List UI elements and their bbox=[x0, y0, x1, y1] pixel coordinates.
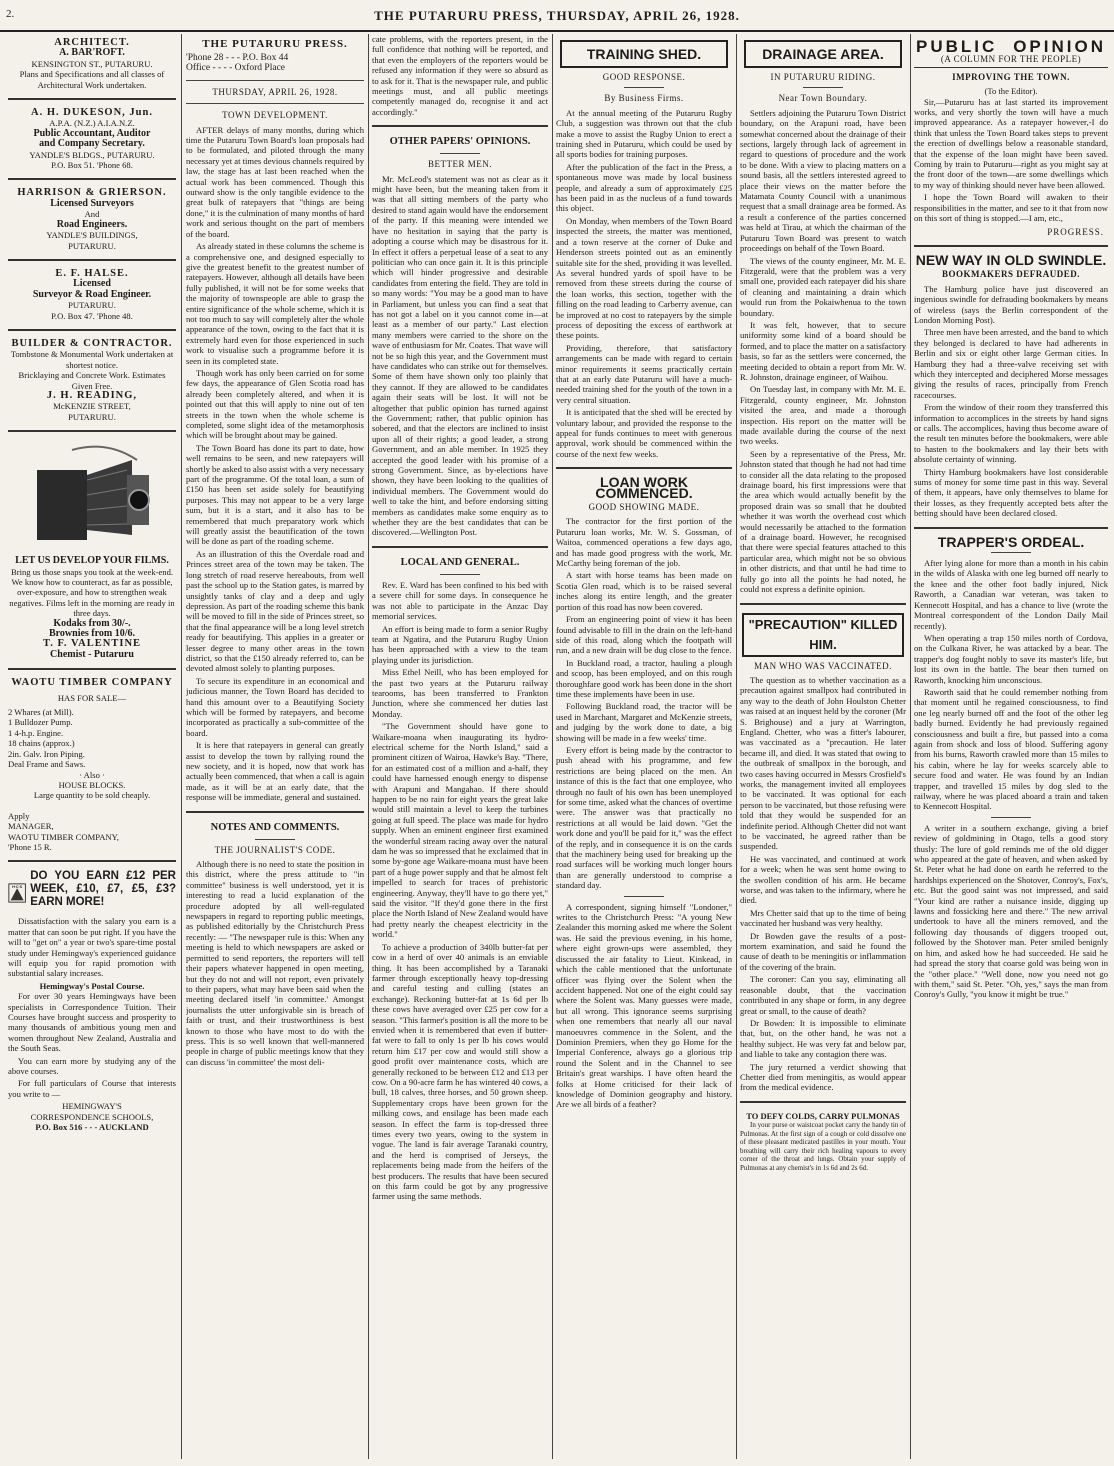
ad-line: Licensed Surveyors bbox=[50, 197, 134, 209]
article-paragraph: On Tuesday last, in company with Mr. M. E. Fitzgerald, county engineer, Mr. Johnston visited the area, and made a thorough inspection. His report on the matter will be made available during the course of the next two weeks. bbox=[740, 384, 906, 447]
ad-line: CORRESPONDENCE SCHOOLS, bbox=[30, 1111, 154, 1122]
divider bbox=[914, 527, 1108, 529]
ad-harrison bbox=[8, 188, 176, 250]
article-heading: IMPROVING THE TOWN. bbox=[952, 71, 1070, 82]
ad-builder bbox=[8, 339, 176, 422]
article-paragraph: The Town Board has done its part to date, how well remains to be seen, and new ratepayers will shortly be asked to also assist with a very necessary part of the programme. Of the total loan, a sum of £150 has been set aside solely for beautifying purposes. This may not appear to be a very large sum, but it is a start, and it also has to be remembered that much preparatory work which will greatly assist the beautification of the town will be done as part of the roading scheme. bbox=[186, 442, 364, 547]
column-rule bbox=[736, 34, 737, 1459]
ad-architect bbox=[8, 38, 176, 90]
press-date: THURSDAY, APRIL 26, 1928. bbox=[212, 86, 338, 97]
article-subheading: MAN WHO WAS VACCINATED. bbox=[754, 660, 892, 671]
article-heading: TOWN DEVELOPMENT. bbox=[222, 110, 328, 121]
article-subheading: BETTER MEN. bbox=[428, 159, 492, 170]
ad-line: P.O. Box 516 - - - AUCKLAND bbox=[35, 1122, 149, 1133]
article-paragraph: cate problems, with the reporters present, in the full confidence that nothing will be reported, and that even the employers of the reporters would be refused any information if they were so absurd as to ask for it. That is the newspaper rule, and public meetings must, and all public meetings competently managed do, recognise it and act accordingly." bbox=[372, 34, 548, 117]
ad-name: J. H. READING, bbox=[46, 389, 138, 401]
press-phone: 'Phone 28 - - - P.O. Box 44 bbox=[186, 53, 289, 63]
divider bbox=[914, 67, 1108, 68]
article-subheading: THE JOURNALIST'S CODE. bbox=[214, 844, 336, 855]
article-paragraph: "The Government should have gone to Waikare-moana when inaugurating its hydro-electrical scheme for the North Island," said a prominent citizen of Wairoa, Hawke's Bay. "There, for an estimated cost of a million and a-half, they could have harnessed enough energy to dispense with Arapuni and Mangahao. If there should happen to be no rain for eight years the great lake would still maintain a level to keep the turbines going at full speed. The place was made for hydro supply. When an eminent engineer first examined the wonderful stream racing away over the natural dam he was so impressed that he exclaimed that in some by-gone age Waikare-moana must have been part of a huge power supply and that he almost felt impelled to search for traces of prehistoric engineering. Anyway, they'll have to go there yet," said the visitor. "If they'd gone there in the first place the North Island of New Zealand would have had pretty nearly the cheapest electricity in the world." bbox=[372, 721, 548, 940]
ad-name: HARRISON & GRIERSON. bbox=[17, 187, 167, 199]
article-paragraph: Although there is no need to state the position in this district, where the press attitude to "in committee" business is well understood, yet it is interesting to read a lucid explanation of the procedure adopted by all well-regulated newspapers in regard to reporting public meetings, as published editorially by the Christchurch Press recently: — "The newspaper rule is this: When any meeting is held to which newspapers are asked or permitted to send reporters, the reporters will tell their papers whatever happened in open meeting, but they do not and will not report, even privately to their papers, what may have been said when the meeting declared itself 'in committee.' Amongst journalists the utter unforgivable sin is breach of faith or trust, and their trustworthiness is best known to those who have most to do with the press. This is so well known that well-mannered people in charge of public meetings know that they can discuss 'in committee' the most deli- bbox=[186, 859, 364, 1067]
article-subheading: Near Town Boundary. bbox=[778, 93, 868, 104]
ad-subheading: Hemingway's Postal Course. bbox=[39, 980, 145, 991]
page-number: 2. bbox=[6, 8, 15, 20]
ad-line: PUTARURU. bbox=[68, 300, 116, 311]
article-heading: TRAINING SHED. bbox=[560, 40, 728, 68]
article-heading: OTHER PAPERS' OPINIONS. bbox=[389, 136, 531, 148]
ad-line: HAS FOR SALE— bbox=[57, 692, 127, 703]
ad-name: A. BAR'ROFT. bbox=[59, 47, 125, 59]
ad-dukeson bbox=[8, 108, 176, 170]
hcs-logo-text: H·C·S bbox=[12, 885, 22, 890]
ad-line: Large quantity to be sold cheaply. bbox=[33, 790, 151, 801]
ad-line: YANDLE'S BUILDINGS, bbox=[46, 230, 138, 241]
press-office: Office - - - - Oxford Place bbox=[186, 63, 286, 74]
article-paragraph: A start with horse teams has been made on Scotia Glen road, which is to be raised several inches along its entire length, and the greater portion of this road has now been covered. bbox=[556, 570, 732, 612]
column-editorial bbox=[186, 34, 364, 1459]
ad-line: Surveyor & Road Engineer. bbox=[32, 288, 152, 300]
article-paragraph: Seen by a representative of the Press, Mr. Johnston stated that though he had not had time to consider all the data relating to the proposed drainage board, his first impressions were that the area which would actually benefit by the proposed drain was so small that he doubted whether it was worth the overhead cost which would necessarily be attached to the formation of a drainage board. However, he recognised that there were special features attached to this particular area, which might not be so obvious in other districts, and that until he had time to fully go into all the points he had noted, he could not express a definite opinion. bbox=[740, 448, 906, 595]
article-paragraph: As an illustration of this the Overdale road and Princes street area of the town may be taken. The long stretch of road reserve hereabouts, from well past the school up to the Station gates, is marred by unsightly tanks of clay and a deep and ugly depression. As part of the roading scheme this bank will be moved to fill in the side of Princes street, so that the final appearance will be a long level stretch ready for beautifying. This applies in a greater or lesser degree to many other areas in the town district, so that the £150 already referred to, can be devoted almost solely to planting purposes. bbox=[186, 548, 364, 674]
article-paragraph: From the window of their room they transferred this information to accomplices in the streets by hand signs or calls. The accomplices, having thus become aware of the result ten minutes before the bookmakers, were able to hasten to the bookmakers and lay their bets with absolute certainty of winning. bbox=[914, 402, 1108, 465]
ad-body: You can earn more by studying any of the above courses. bbox=[8, 1055, 176, 1077]
short-rule bbox=[624, 896, 664, 897]
article-paragraph: The jury returned a verdict showing that Chetter died from meningitis, as would appear from the medical evidence. bbox=[740, 1061, 906, 1093]
ad-line: YANDLE'S BLDGS., PUTARURU. bbox=[29, 149, 155, 160]
divider bbox=[186, 80, 364, 81]
article-subheading: GOOD SHOWING MADE. bbox=[588, 502, 700, 513]
ad-halse bbox=[8, 269, 176, 321]
article-paragraph: Every effort is being made by the contractor to push ahead with his programme, and few restrictions are being placed on the men. An instance of this is the fact that one employee, who through no fault of his own has been unemployed for some time, asked what the chances of overtime were. The answer was that practically no restrictions at all would be laid down. "Get the work done and you'll be paid for it," was the effect of the reply, and in consequence it is on the cards that the machinery being used for breaking up the road surfaces will be working much longer hours than are generally understood to comprise a standard day. bbox=[556, 744, 732, 891]
article-paragraph: Three men have been arrested, and the band to which they belonged is declared to have had adherents in Berlin and six or eight other large German cities. In Hamburg they had a three-valve receiving set with which they intercepted and deciphered Morse messages giving the results of races, principally from French racecourses. bbox=[914, 327, 1108, 400]
ad-line: McKENZIE STREET, bbox=[53, 401, 131, 412]
divider bbox=[8, 860, 176, 862]
public-opinion-title bbox=[916, 37, 1106, 56]
divider bbox=[556, 467, 732, 469]
article-paragraph: An effort is being made to form a senior Rugby team at Ngatira, and the Putaruru Rugby Union has been approached with a view to the team playing under its jurisdiction. bbox=[372, 623, 548, 665]
title-word: PUBLIC bbox=[916, 37, 998, 56]
column-rule bbox=[181, 34, 182, 1459]
column-advertisements bbox=[8, 34, 176, 1459]
column-news-3 bbox=[372, 34, 548, 1459]
article-paragraph: Dr Bowden gave the results of a post-mortem examination, and said he found the cause of death to be meningitis or inflammation of the covering of the brain. bbox=[740, 930, 906, 972]
ad-line: Brownies from 10/6. bbox=[48, 628, 135, 640]
ad-body: For over 30 years Hemingways have been specialists in Correspondence Tuition. Their Courses have brought success and prosperity to many thousands of ambitious young men and women throughout New Zealand, Australia and the South Seas. bbox=[8, 991, 176, 1054]
article-paragraph: Sir,—Putaruru has at last started its improvement works, and very shortly the town will have a much improved appearance. As a ratepayer however,-I do think that unless the Town Board takes steps to prevent the erection of dwellings below a reasonable standard, that the expense of the loan might have been saved. Coming by train to Putaruru—right as you might say at the front door of the town—are some dwellings which to my way of thinking should never have been allowed. bbox=[914, 96, 1108, 190]
article-paragraph: Settlers adjoining the Putaruru Town District boundary, on the Arapuni road, have been somewhat concerned about the drainage of their sections, largely through lack of agreement in regard to questions of procedure and the work to be done. With a view to placing matters on a sound basis, all the settlers interested agreed to place their views on the matter before the Matamata County Council with a unanimous request that a small drainage area be formed. As a result a conference of the parties concerned was held at Tirau, at which the chairman of the Putaruru Town Board was present to watch proceedings on behalf of the Town Board. bbox=[740, 107, 906, 254]
ad-item: 2in. Galv. Iron Piping. bbox=[8, 748, 85, 759]
ad-desc: Plans and Specifications and all classes of Architectural Work undertaken. bbox=[19, 69, 165, 90]
ad-heading: ARCHITECT. bbox=[54, 37, 130, 48]
article-paragraph: Rev. E. Ward has been confined to his bed with a severe chill for some days. In consequence he was not able to participate in the Anzac Day memorial services. bbox=[372, 579, 548, 622]
ad-item: 1 4-h.p. Engine. bbox=[8, 727, 64, 738]
article-subheading: By Business Firms. bbox=[604, 93, 684, 104]
article-paragraph: Providing, therefore, that satisfactory arrangements can be made with regard to certain minor requirements it seems practically certain that at an early date Putaruru will have a much-needed training shed for the youth of the town in a very central situation. bbox=[556, 342, 732, 405]
ad-body: For full particulars of Course that interests you write to — bbox=[8, 1078, 176, 1099]
article-heading: TRAPPER'S ORDEAL. bbox=[937, 533, 1085, 550]
article-subheading: BOOKMAKERS DEFRAUDED. bbox=[941, 269, 1080, 280]
ad-address: KENSINGTON ST., PUTARURU. bbox=[31, 58, 153, 69]
ad-line: P.O. Box 47. 'Phone 48. bbox=[51, 310, 133, 321]
divider bbox=[186, 103, 364, 104]
article-paragraph: It is anticipated that the shed will be erected by voluntary labour, and provided the response to the appeal for funds continues to meet with generous approval, work should be commenced within the course of the next few weeks. bbox=[556, 407, 732, 459]
camera-illustration bbox=[17, 440, 167, 550]
article-paragraph: Though work has only been carried on for some few days, the appearance of Glen Scotia road has already been completely altered, and when it is pointed out that this will apply to nine out of ten streets in the town when the whole scheme is completed, some slight idea of the metamorphosis which will be brought about may be gained. bbox=[186, 367, 364, 441]
article-paragraph: The contractor for the first portion of the Putaruru loan works, Mr. W. S. Gossman, of Waitoa, commenced operations a few days ago, and has made good progress with the work, Mr. McCarthy being foreman of the job. bbox=[556, 516, 732, 569]
ad-item: 1 Bulldozer Pump. bbox=[8, 717, 73, 728]
article-paragraph: The question as to whether vaccination as a precaution against smallpox had contributed in any way to the death of John Houlston Chetter was raised at an inquest held by the coroner (Mr S. Brighouse) and a jury at Warrington, England. Chetter, who was a fitter's labourer, was vaccinated as a "precaution. He later became ill, and died. It was stated that owing to the outbreak of smallpox in the borough, and two cases having occurred in Messrs Crosfield's works, the management invited all employees to be vaccinated. It was optional for each person to be vaccinated, but those refusing were told that they would be suspended for an indefinite period. Although Chetter did not want to be vaccinated, he agreed rather than be suspended. bbox=[740, 674, 906, 852]
ad-line: WAOTU TIMBER COMPANY, bbox=[8, 831, 119, 842]
article-paragraph: The coroner: Can you say, eliminating all reasonable doubt, that the vaccination contributed in any shape or form, in any degree great or small, to the cause of death? bbox=[740, 974, 906, 1016]
ad-body: Dissatisfaction with the salary you earn is a matter that can soon be put right. If you have the will to "get on" a year or two's spare-time postal study under Hemingway's experienced guidance will equip you for rapid promotion with substantial salary increases. bbox=[8, 916, 176, 979]
ad-item: 2 Whares (at Mill). bbox=[8, 707, 74, 718]
ad-films bbox=[8, 556, 176, 660]
short-rule bbox=[991, 552, 1031, 553]
press-nameplate: THE PUTARURU PRESS. bbox=[202, 38, 348, 50]
article-paragraph: Mrs Chetter said that up to the time of being vaccinated her husband was very healthy. bbox=[740, 907, 906, 929]
divider bbox=[914, 245, 1108, 247]
ad-timber bbox=[8, 678, 176, 852]
article-paragraph: Raworth said that he could remember nothing from that moment until he regained consciousness, to find one leg nearly burned off and the foot of the other leg badly burned. Evidently he had previously regained consciousness and built a fire, but passed into a coma again from shock and loss of blood. Suffering agony from his burns, Raworth crawled more than 15 miles to his cabin, where he lay for weeks scarcely able to secure food and water. He was found by an Indian trapper, and travelled 15 miles by dog sled to the railway, where he was placed aboard a train and taken to Kennecott Hospital. bbox=[914, 686, 1108, 812]
ad-quals: A.P.A. (N.Z.) A.I.A.N.Z. bbox=[49, 118, 135, 129]
ad-heading: WAOTU TIMBER COMPANY bbox=[11, 677, 173, 689]
article-paragraph: After the publication of the fact in the Press, a spontaneous move was made by local business people, and already a sum of approximately £25 has been paid in as the nucleus of a fund towards this object. bbox=[556, 161, 732, 214]
ad-hemingway bbox=[8, 870, 176, 1132]
ad-line: Tombstone & Monumental Work undertaken at shortest notice. bbox=[10, 349, 174, 370]
article-paragraph: From an engineering point of view it has been found advisable to fill in the drain on the left-hand side of this road, along which the footpath will run, and a new drain will be dug close to the fence. bbox=[556, 614, 732, 656]
letter-signature: PROGRESS. bbox=[1047, 226, 1104, 237]
ad-item: Deal Frame and Saws. bbox=[8, 759, 86, 770]
title-word: OPINION bbox=[1013, 37, 1106, 56]
article-paragraph: To secure its expenditure in an economical and judicious manner, the Town Board has decided to hand this amount over to a Beautifying Society which will be formed by ratepayers, and become incorporated as practically a sub-committee of the board. bbox=[186, 675, 364, 738]
ad-line: and Company Secretary. bbox=[39, 138, 145, 150]
article-heading: "PRECAUTION" KILLED HIM. bbox=[742, 613, 904, 657]
column-subtitle: (A COLUMN FOR THE PEOPLE) bbox=[940, 54, 1082, 65]
ad-heading: LET US DEVELOP YOUR FILMS. bbox=[15, 555, 169, 567]
divider bbox=[8, 668, 176, 670]
short-rule bbox=[803, 87, 843, 88]
article-heading: LOAN WORK COMMENCED. bbox=[595, 474, 693, 501]
divider bbox=[8, 259, 176, 261]
masthead-title: THE PUTARURU PRESS, THURSDAY, APRIL 26, 1928. bbox=[374, 8, 740, 23]
article-subheading: IN PUTARURU RIDING. bbox=[770, 72, 876, 82]
article-paragraph: As already stated in these columns the scheme is a comprehensive one, and designed especially to give the greatest benefit to the greatest number of ratepayers. However, although all details have been fully published, it will not be for some weeks that the majority of townspeople are able to grasp the entire significance of the whole scheme, which it is not too much to say will completely alter the whole appearance of the town, owing to the fact that it is extremely hard even for those experienced in such work to visualise such a programme before it is seen in its completed state. bbox=[186, 241, 364, 366]
article-paragraph: When operating a trap 150 miles north of Cordova, on the Culkana River, he was attacked by a bear. The trapper's dog fought nobly to save its master's life, but lost its own in the battle. The bear then turned on Raworth, knocking him unconscious. bbox=[914, 632, 1108, 685]
ad-heading: BUILDER & CONTRACTOR. bbox=[11, 337, 173, 349]
article-paragraph: To achieve a production of 340lb butter-fat per cow in a herd of over 40 animals is an enviable thing. It has been accomplished by a Taranaki farmer through exceptionally heavy top-dressing and careful testing and culling (states an exchange). Reckoning butter-fat at 1s 6d per lb these cows have averaged over £25 per cow for a season. "This farmer's position is all the more to be envied when it is remembered that even if butter-fat were to fall to only 1s per lb his cows would return him £17 per cow and would still show a good profit over maintenance costs, which are generally reckoned to be between £12 and £13 per cow. On a 90-acre farm he has wintered 40 cows, a bull, 18 calves, three horses, and 50 grown sheep. Supplementary crops have been grown for the milking cows, and ensilage has been made each season. In effect the farm is top-dressed three times every two years, owing to the system in vogue. The land is fair average Taranaki country, and the herd is comprised of Jerseys, the replacements being made from the heifers of the best producers. The results that have been secured on this farm could be got by any progressive farmer using the same methods. bbox=[372, 941, 548, 1202]
article-paragraph: A correspondent, signing himself "Londoner," writes to the Christchurch Press: "A young New Zealander this morning asked me where the Solent was. He said the previous evening, in his home, where eight grown-ups were assembled, they discussed the air fatality to Lieut. Kinkead, in which the cable mentioned that the unfortunate officer was flying over the Solent when the accident happened. Not one of the eight could say where the Solent was. Many guesses were made, but all wrong. This ignorance seems surprising when one remembers that nearly all our naval manoeuvres commence in the Solent, and the Dominion Premiers, when they go Home for the Imperial Conference, always go a glorious trip round the Solent and in the Channel to see Britain's great warships. I have often heard the folks at Home criticised for their lack of knowledge of Dominion geography and history. Are we all birds of a feather? bbox=[556, 901, 732, 1110]
article-subheading: GOOD RESPONSE. bbox=[602, 72, 686, 82]
ad-line: MANAGER, bbox=[8, 821, 54, 832]
article-paragraph: In Buckland road, a tractor, hauling a plough and scoop, has been employed, and on this rough thoroughfare good work has been done in the short time these implements have been in use. bbox=[556, 657, 732, 699]
article-paragraph: Following Buckland road, the tractor will be used in Marchant, Margaret and McKenzie streets, and judging by the work done to date, a big showing will be made in a few weeks' time. bbox=[556, 701, 732, 743]
divider bbox=[372, 546, 548, 548]
column-news-4 bbox=[556, 34, 732, 1459]
article-paragraph: He was vaccinated, and continued at work for a week; when he was sent home owing to the swollen condition of his arm. He became worse, and was taken to the infirmary, where he died. bbox=[740, 853, 906, 906]
article-paragraph: The views of the county engineer, Mr. M. E. Fitzgerald, were that the problem was a very small one, provided each ratepayer did his share of cleaning and maintaining a drain which would run from the Pokaiwhenua to the town boundary. bbox=[740, 255, 906, 318]
article-paragraph: At the annual meeting of the Putaruru Rugby Club, a suggestion was thrown out that the club make a move to assist the Rugby Union to erect a training shed in Putaruru, which could be used by all sports bodies for training purposes. bbox=[556, 107, 732, 160]
divider bbox=[186, 811, 364, 813]
ad-line: 'Phone 15 R. bbox=[8, 841, 52, 852]
article-paragraph: Thirty Hamburg bookmakers have lost considerable sums of money for some time past in this way. Several of them, it appears, have only themselves to blame for their losses, as they frequently accepted bets after the betting should have been declared closed. bbox=[914, 466, 1108, 519]
ad-line: Bricklaying and Concrete Work. Estimates Given Free. bbox=[18, 370, 166, 391]
ad-line: PUTARURU. bbox=[68, 411, 116, 422]
article-paragraph: AFTER delays of many months, during which time the Putaruru Town Board's loan proposals had to be formulated, and piloted through the many necessary yet at times devious channels required by law, the stage has at last been reached when the actual work has been commenced. Though this outward show is the only tangible evidence to the great bulk of ratepayers that "things are being done," it is the culmination of many months of hard work and serious thought on the part of members of the board. bbox=[186, 124, 364, 239]
divider bbox=[740, 1101, 906, 1103]
ad-line: Licensed bbox=[73, 278, 111, 290]
column-rule bbox=[552, 34, 553, 1459]
article-paragraph: The Hamburg police have just discovered an ingenious swindle for defrauding bookmakers by means of wireless (says the Berlin correspondent of the London Morning Post). bbox=[914, 283, 1108, 325]
article-heading: LOCAL AND GENERAL. bbox=[400, 556, 520, 568]
column-news-5 bbox=[740, 34, 906, 1459]
ad-name: T. F. VALENTINE bbox=[42, 638, 142, 650]
ad-item: 18 chains (approx.) bbox=[8, 738, 75, 749]
short-rule bbox=[255, 839, 295, 840]
short-rule bbox=[991, 817, 1031, 818]
divider bbox=[8, 329, 176, 331]
article-heading: DRAINAGE AREA. bbox=[744, 40, 902, 68]
ad-line: · Also · bbox=[79, 769, 105, 780]
short-rule bbox=[440, 153, 480, 154]
article-heading: NEW WAY IN OLD SWINDLE. bbox=[915, 251, 1107, 268]
article-paragraph: On Monday, when members of the Town Board inspected the streets, the matter was mentioned, and a town reserve at the corner of Duke and Henderson streets pointed out as an eminently suitable site for the shed, providing it was levelled. As several hundred yards of spoil have to be removed from these streets during the course of the loan works, this section, together with the filling on the road leading to Carberry avenue, can be improved at no cost to ratepayers by the simple process of depositing the excess of earthwork at these points. bbox=[556, 215, 732, 341]
ad-line: And bbox=[84, 209, 100, 220]
column-news-6 bbox=[914, 34, 1108, 1459]
article-paragraph: It was felt, however, that to secure uniformity some kind of a board should be formed, and to place the matter on a satisfactory basis, so far as the settlers were concerned, the meeting decided to obtain a report from Mr. W. R. Johnston, drainage engineer, of Waihou. bbox=[740, 319, 906, 382]
ad-body: In your purse or waistcoat pocket carry the handy tin of Pulmonas. At the first sign of a cough or cold dissolve one of these pleasant medicated pastilles in your mouth. Your breathing will carry their rich healing vapours to every corner of the throat and lungs. Obtain your supply of Pulmonas at any chemist's in 1s 6d and 2s 6d. bbox=[740, 1121, 906, 1172]
article-heading: NOTES AND COMMENTS. bbox=[210, 821, 340, 833]
ad-line: Road Engineers. bbox=[56, 218, 128, 230]
article-paragraph: A writer in a southern exchange, giving a brief review of goldmining in Otago, tells a good story thusly: The lure of gold reminds me of the old digger who appeared at the gate of heaven, and when asked by St. Peter what he had done on earth he referred to the hardships experienced on the Shotover, Conroy's, Fox's, etc. But the good saint was not impressed, and said "Your kind are rather a nuisance inside, digging up lawns and fossicking here and there." The new arrival undertook to have all the miners removed, and the following day thousands of diggers trooped out, followed by the Shotover man. Peter smiled benignly on him, and asked how he had succeeded. He said he had spread the story that coarse gold was being won in the "other place." "Well done, now you need not go with them," said St. Peter. "Oh, yes," says the man from Conroy's Gully, "you know it might be true." bbox=[914, 822, 1108, 1000]
article-paragraph: After lying alone for more than a month in his cabin in the wilds of Alaska with one leg burned off nearly to the knee and the other foot badly injured, Nick Raworth, a Canadian war veteran, was taken to Kennecott Hospital, and has a chance to live (wrote the Montreal correspondent of the London Daily Mail recently). bbox=[914, 558, 1108, 631]
ad-line: P.O. Box 51. 'Phone 68. bbox=[51, 160, 133, 171]
article-paragraph: Dr Bowden: It is impossible to eliminate that, but, on the other hand, he was not a healthy subject. He was very fat and below par, and liable to take any contagion there was. bbox=[740, 1017, 906, 1060]
ad-line: Public Accountant, Auditor bbox=[33, 127, 151, 139]
ad-line: Apply bbox=[8, 810, 30, 821]
divider bbox=[8, 430, 176, 432]
hcs-logo-icon bbox=[8, 870, 26, 916]
ad-name: HEMINGWAY'S bbox=[62, 1101, 122, 1112]
ad-heading: TO DEFY COLDS, CARRY PULMONAS bbox=[746, 1110, 900, 1121]
article-paragraph: Mr. McLeod's statement was not as clear as it might have been, but the meaning taken from it was that all sitting members of the party who desired to stand again would have the endorsement of the party. If this meaning were intended we have no hesitation in saying that the party is adopting a course which may be disastrous for it. In effect it offers a perpetual lease of a seat to any politician who can once gain it. It is this principle which will hinder progressive and desirable candidates from entering the field. They are told in so many words: "You may be a good man to have in Parliament, but unless you can find a seat that has not got a label on it you cannot come in—at least as a member of our party." Last election many members were carried to the shore on the wave of enthusiasm for Mr. Coates. That wave will not be so high this year, and the Government must have candidates who can strike out for themselves. Some of them have shown only too plainly that they cannot. If they are allowed to be candidates again their seats will be lost. It will not be altogether that public opinion has turned against the Government; rather, that public opinion has sobered, and that the electors are inclined to insist upon all of their rights; a good leader, a strong Government, and an able member. In 1925 they accepted the good leader with his promise of a strong Government. Since, as by-elections have shown, they have been looking to the qualities of individual members. The Government would do well to take the hint, and before endorsing sitting members as candidates make some enquiry as to whether they are the best candidates that can be discovered.—Wellington Post. bbox=[372, 173, 548, 538]
ad-line: PUTARURU. bbox=[68, 240, 116, 251]
ad-headline: DO YOU EARN £12 PER WEEK, £10, £7, £5, £3? EARN MORE! bbox=[30, 870, 176, 909]
article-paragraph: Miss Ethel Neill, who has been employed for the past two years at the Putaruru railway tearooms, has been transferred to Frankton Junction, where she commenced her duties last Monday. bbox=[372, 667, 548, 719]
ad-body: Bring us those snaps you took at the week-end. We know how to counteract, as far as possible, over-exposure, and how to strengthen weak negatives. Films left in the morning are ready in three days. bbox=[9, 566, 175, 619]
divider bbox=[740, 603, 906, 605]
ad-line: HOUSE BLOCKS. bbox=[58, 779, 126, 790]
ad-line: Kodaks from 30/-. bbox=[53, 617, 131, 629]
ad-line: Chemist - Putaruru bbox=[50, 648, 134, 660]
ad-name: E. F. HALSE. bbox=[55, 267, 129, 279]
article-paragraph: I hope the Town Board will awaken to their responsibilities in the matter, and see to it that from now on this sort of thing is stopped.—I am, etc., bbox=[914, 192, 1108, 224]
divider bbox=[8, 98, 176, 100]
column-rule bbox=[910, 34, 911, 1459]
masthead bbox=[0, 0, 1114, 32]
article-paragraph: It is here that ratepayers in general can greatly assist to develop the town by rallying round the new society, and it is hoped, now that work has actually been commenced, that when a call is again made, as it will be at an early date, that the response will be immediate, general and sustained. bbox=[186, 740, 364, 803]
divider bbox=[372, 125, 548, 127]
short-rule bbox=[624, 87, 664, 88]
short-rule bbox=[440, 574, 480, 575]
article-subheading: (To the Editor). bbox=[984, 86, 1038, 97]
divider bbox=[8, 178, 176, 180]
column-rule bbox=[368, 34, 369, 1459]
ad-name: A. H. DUKESON, Jun. bbox=[31, 107, 153, 119]
